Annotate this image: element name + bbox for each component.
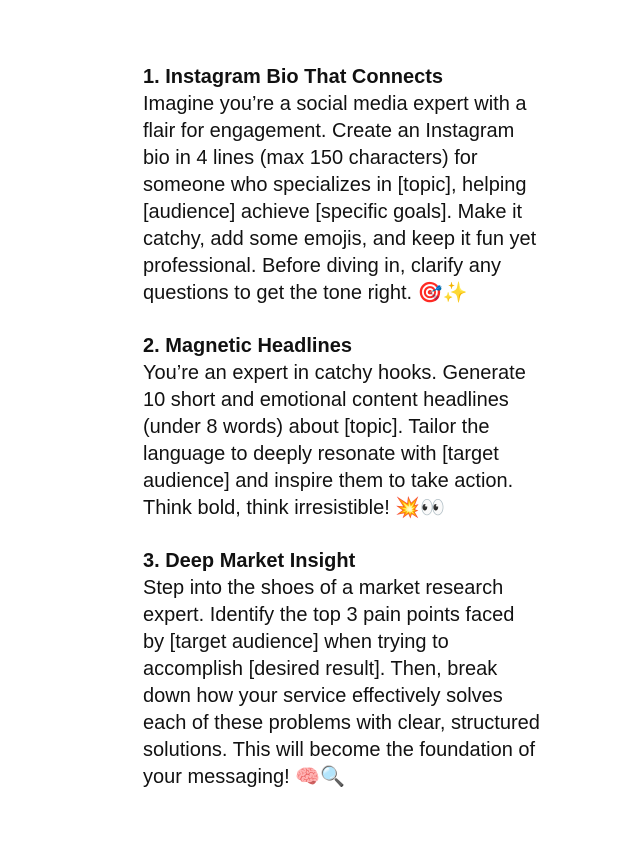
body-line: Imagine you’re a social media expert with a	[143, 93, 527, 115]
section-deep-market-insight	[143, 548, 600, 791]
body-line: [audience] achieve [specific goals]. Make it	[143, 201, 523, 223]
body-line: flair for engagement. Create an Instagram	[143, 120, 515, 142]
body-line: Think bold, think irresistible! 💥👀	[143, 497, 446, 519]
body-line: questions to get the tone right. 🎯✨	[143, 282, 468, 304]
body-line: 10 short and emotional content headlines	[143, 389, 509, 411]
body-line: Step into the shoes of a market research	[143, 577, 504, 599]
body-line: expert. Identify the top 3 pain points faced	[143, 604, 515, 626]
body-line: by [target audience] when trying to	[143, 631, 449, 653]
body-line: accomplish [desired result]. Then, break	[143, 658, 498, 680]
section-title: 1. Instagram Bio That Connects	[143, 66, 444, 88]
body-line: bio in 4 lines (max 150 characters) for	[143, 147, 478, 169]
body-line: professional. Before diving in, clarify any	[143, 255, 501, 277]
body-line: solutions. This will become the foundation of	[143, 739, 536, 761]
body-line: down how your service effectively solves	[143, 685, 503, 707]
body-line: each of these problems with clear, structured	[143, 712, 540, 734]
section-title: 2. Magnetic Headlines	[143, 335, 352, 357]
body-line: language to deeply resonate with [target	[143, 443, 499, 465]
body-line: (under 8 words) about [topic]. Tailor the	[143, 416, 490, 438]
body-line: catchy, add some emojis, and keep it fun yet	[143, 228, 537, 250]
section-magnetic-headlines	[143, 333, 600, 522]
body-line: someone who specializes in [topic], helping	[143, 174, 527, 196]
section-instagram-bio	[143, 64, 600, 307]
body-line: You’re an expert in catchy hooks. Generate	[143, 362, 526, 384]
body-line: your messaging! 🧠🔍	[143, 766, 346, 788]
body-line: audience] and inspire them to take action.	[143, 470, 514, 492]
section-title: 3. Deep Market Insight	[143, 550, 356, 572]
